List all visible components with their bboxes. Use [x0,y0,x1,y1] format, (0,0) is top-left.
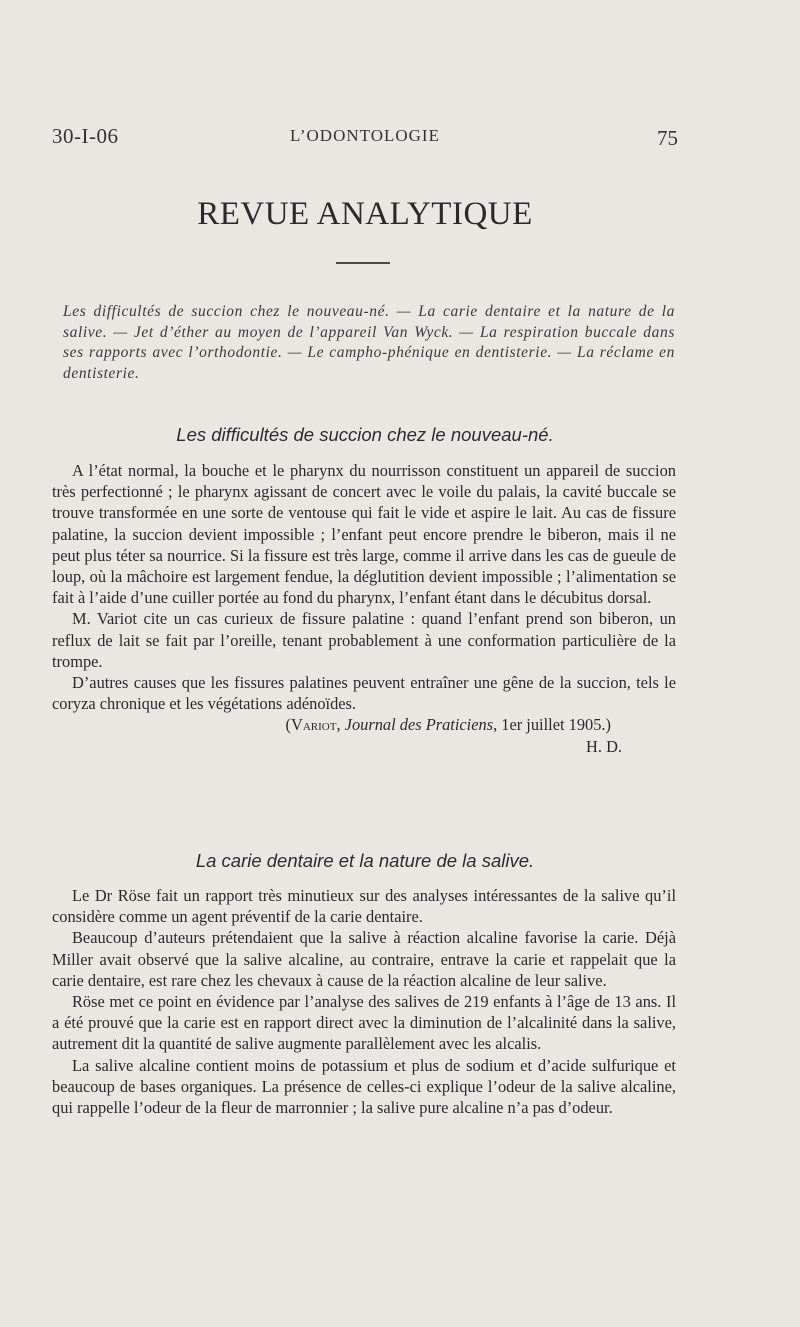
citation-date: 1er juillet 1905. [501,715,606,735]
paragraph: M. Variot cite un cas curieux de fissure palatine : quand l’enfant prend son biberon, un reflux de lait se fait par l’oreille, tenant probablement à une conformation particulière de la trompe. [52,609,676,671]
section-body-succion [52,460,676,757]
page-number: 75 [657,126,678,150]
issue-date: 30-I-06 [52,124,119,148]
paragraph: La salive alcaline contient moins de potassium et plus de sodium et d’acide sulfurique et beaucoup de bases organiques. La présence de celles-ci explique l’odeur de la salive alcaline, qui rappelle l’odeur de la fleur de marronnier ; la salive pure alcaline n’a pas d’odeur. [52,1055,676,1118]
paragraph: Beaucoup d’auteurs prétendaient que la salive à réaction alcaline favorise la carie. Déjà Miller avait observé que la salive alcaline, au contraire, entrave la carie et rappelait que la carie dentaire, est rare chez les chevaux à cause de la réaction alcaline de leur salive. [52,928,676,990]
citation: (Variot, Journal des Praticiens, 1er juillet 1905.) [285,715,611,735]
section-title-succion: Les difficultés de succion chez le nouveau-né. [176,424,554,445]
title-divider [336,262,390,264]
journal-name: L’ODONTOLOGIE [290,126,440,145]
paragraph: Röse met ce point en évidence par l’analyse des salives de 219 enfants à l’âge de 13 ans. Il a été prouvé que la carie est en rapport direct avec la diminution de l’alcalinité dans la salive, autrement dit la quantité de salive augmente parallèlement avec les alcalis. [52,992,676,1054]
paragraph: D’autres causes que les fissures palatines peuvent entraîner une gêne de la succion, tels le coryza chronique et les végétations adénoïdes. [52,673,676,714]
citation-journal: Journal des Praticiens [344,715,494,735]
citation-author: Variot [291,715,337,735]
running-header [52,124,678,154]
page-title: REVUE ANALYTIQUE [197,196,533,232]
contents-summary: Les difficultés de succion chez le nouveau-né. — La carie dentaire et la nature de la salive. — Jet d’éther au moyen de l’appareil Van Wyck. — La respiration buccale dans ses rapports avec l’orthodontie. — Le campho-phénique en dentisterie. — La réclame en dentisterie. [63,303,675,382]
section-body-carie [52,885,676,1118]
author-initials: H. D. [586,736,622,756]
paragraph: A l’état normal, la bouche et le pharynx du nourrisson constituent un appareil de succion très perfectionné ; le pharynx agissant de concert avec le voile du palais, la cavité buccale se trouve transformée en une sorte de ventouse qui fait le vide et aspire le lait. Au cas de fissure palatine, la succion devient impossible ; l’enfant peut encore prendre le biberon, mais il ne peut plus téter sa nourrice. Si la fissure est très large, comme il arrive dans les cas de gueule de loup, où la mâchoire est largement fendue, la déglutition devient impossible ; l’alimentation se fait à l’aide d’une cuiller portée au fond du pharynx, l’enfant étant dans le décubitus dorsal. [52,461,676,608]
paragraph: Le Dr Röse fait un rapport très minutieux sur des analyses intéressantes de la salive qu’il considère comme un agent préventif de la carie dentaire. [52,886,676,927]
section-title-carie: La carie dentaire et la nature de la salive. [195,850,535,871]
